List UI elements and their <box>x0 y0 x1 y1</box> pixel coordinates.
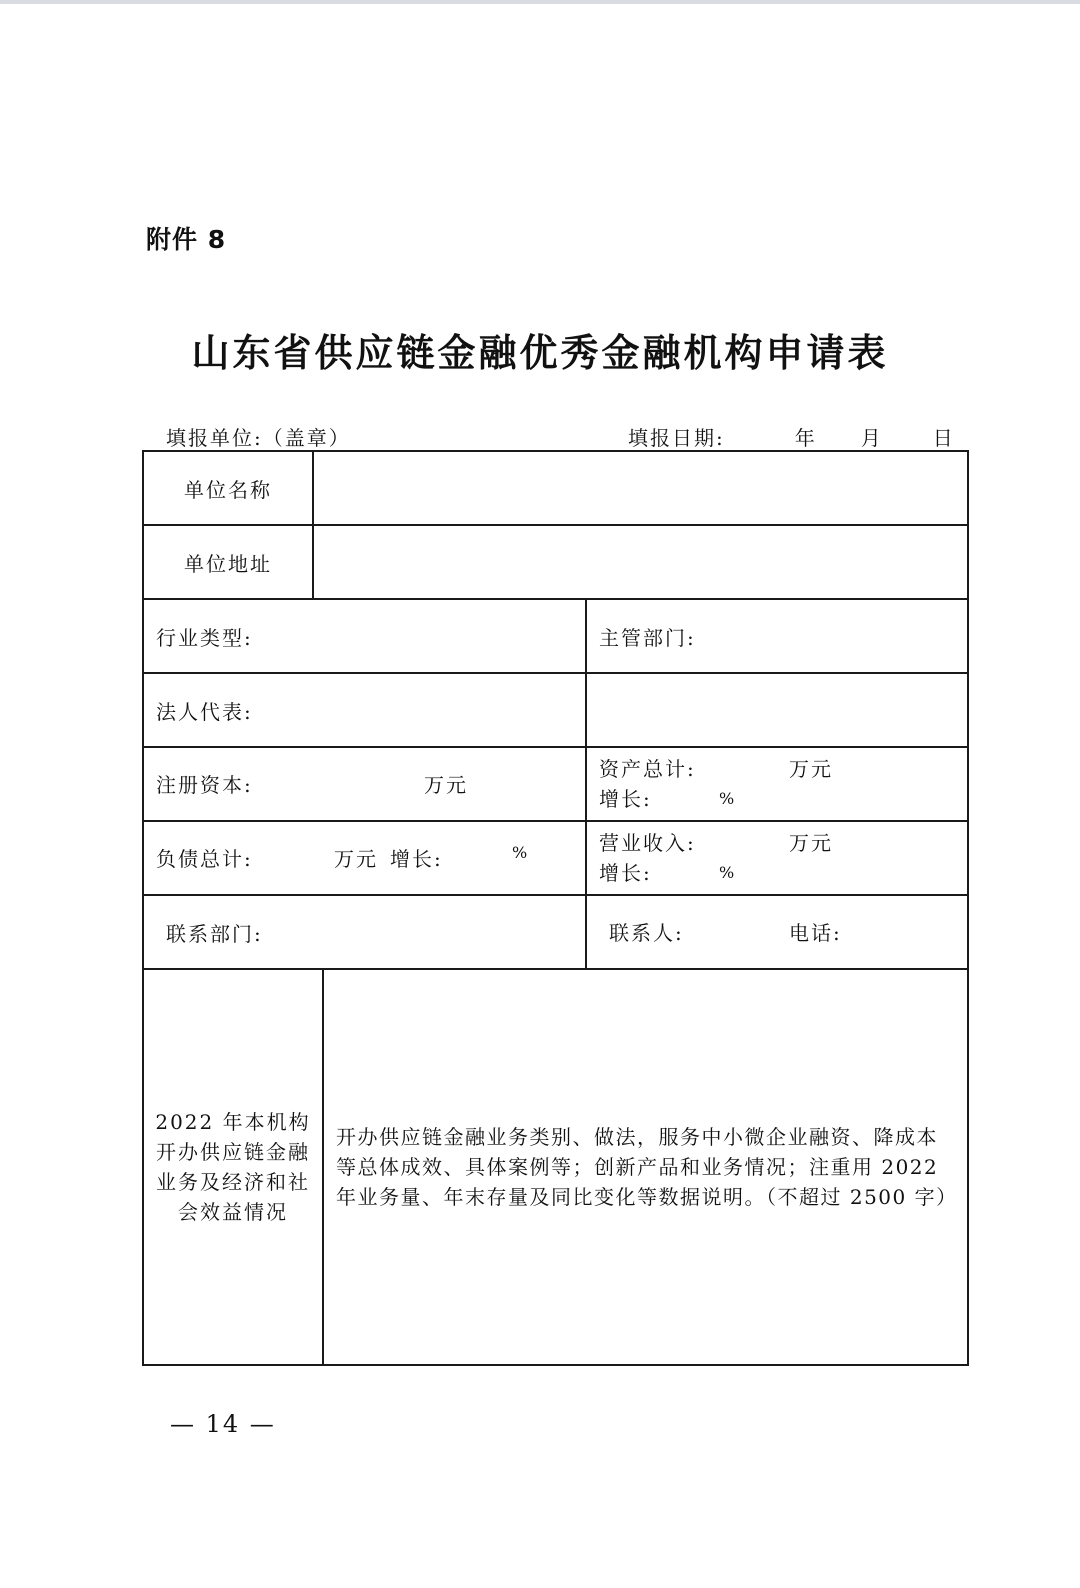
table-row <box>143 599 968 673</box>
revenue-unit: 万元 <box>789 831 833 855</box>
contact-dept-field[interactable] <box>143 895 586 969</box>
liabilities-unit: 万元 <box>334 847 378 871</box>
unit-address-field[interactable] <box>313 525 968 599</box>
date-year-label: 年 <box>794 426 817 450</box>
table-row <box>143 895 968 969</box>
total-assets-unit: 万元 <box>789 757 833 781</box>
scan-edge <box>0 0 1080 4</box>
supervisor-dept-field[interactable] <box>586 599 968 673</box>
page-number: — 14 — <box>170 1410 276 1438</box>
legal-rep-field[interactable] <box>143 673 586 747</box>
revenue-field[interactable] <box>586 821 968 895</box>
table-row <box>143 673 968 747</box>
registered-capital-unit: 万元 <box>424 773 468 797</box>
revenue-label: 营业收入: <box>599 831 696 855</box>
date-day-label: 日 <box>932 426 955 450</box>
table-row <box>143 525 968 599</box>
assets-growth-unit: % <box>719 789 737 808</box>
total-assets-field[interactable] <box>586 747 968 821</box>
registered-capital-field[interactable] <box>143 747 586 821</box>
form-title: 山东省供应链金融优秀金融机构申请表 <box>191 330 889 375</box>
registered-capital-label: 注册资本: <box>156 773 253 797</box>
unit-name-label: 单位名称 <box>143 451 313 525</box>
liabilities-growth-label: 增长: <box>390 847 443 871</box>
revenue-growth-unit: % <box>719 863 737 882</box>
industry-type-field[interactable] <box>143 599 586 673</box>
table-row <box>143 451 968 525</box>
table-row <box>143 969 968 1365</box>
application-form-table <box>142 450 969 1366</box>
supervisor-dept-label: 主管部门: <box>599 625 696 650</box>
unit-address-label: 单位地址 <box>143 525 313 599</box>
contact-person-label: 联系人: <box>609 921 684 945</box>
liabilities-growth-unit: % <box>512 843 530 862</box>
table-row <box>143 821 968 895</box>
fill-unit-label: 填报单位:（盖章） <box>166 426 351 450</box>
business-summary-label: 2022 年本机构开办供应链金融业务及经济和社会效益情况 <box>143 969 323 1365</box>
legal-rep-label: 法人代表: <box>156 699 253 724</box>
attachment-label: 附件 8 <box>146 225 227 254</box>
total-liabilities-field[interactable] <box>143 821 586 895</box>
unit-name-field[interactable] <box>313 451 968 525</box>
contact-person-field[interactable] <box>586 895 968 969</box>
business-summary-field[interactable] <box>323 969 968 1365</box>
assets-growth-label: 增长: <box>599 787 652 811</box>
fill-date-row <box>628 422 955 451</box>
phone-label: 电话: <box>789 921 842 945</box>
total-assets-label: 资产总计: <box>599 757 696 781</box>
blank-cell[interactable] <box>586 673 968 747</box>
total-liabilities-label: 负债总计: <box>156 847 253 871</box>
contact-dept-label: 联系部门: <box>166 921 263 946</box>
revenue-growth-label: 增长: <box>599 861 652 885</box>
date-month-label: 月 <box>860 426 883 450</box>
business-summary-instructions: 开办供应链金融业务类别、做法，服务中小微企业融资、降成本等总体成效、具体案例等；创新产品和业务情况；注重用 2022 年业务量、年末存量及同比变化等数据说明。（不超过 2500 字） <box>336 1125 958 1209</box>
industry-type-label: 行业类型: <box>156 625 253 650</box>
table-row <box>143 747 968 821</box>
fill-date-label: 填报日期: <box>628 426 725 450</box>
